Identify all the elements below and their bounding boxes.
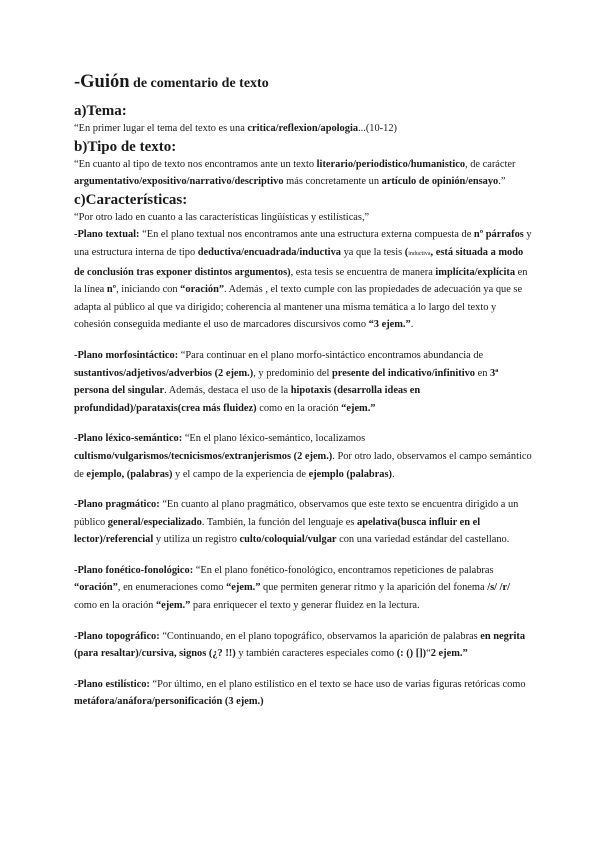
section-label: -Plano fonético-fonológico: xyxy=(74,564,194,576)
section-plano-topografico: -Plano topográfico: “Continuando, en el plano topográfico, observamos la aparición de palabras en negrita (para resaltar)/cursiva, signos (¿? !!) y también caracteres especiales como (: () [])“2 ejem.” xyxy=(74,630,526,660)
section-label: -Plano textual: xyxy=(74,229,140,241)
page-title: -Guión de comentario de texto xyxy=(74,72,269,92)
section-plano-pragmatico: -Plano pragmático: “En cuanto al plano pragmático, observamos que este texto se encuentra dirigido a un público general/especializado. También, la función del lenguaje es apelativa(busca influir en el lector)/referencial y utiliza un registro culto/coloquial/vulgar con una variedad estándar del castellano. xyxy=(74,499,519,546)
paragraph-tema: “En primer lugar el tema del texto es una critica/reflexion/apologia...(10-12) xyxy=(74,123,397,134)
document-body xyxy=(74,70,532,711)
section-plano-textual: -Plano textual: “En el plano textual nos encontramos ante una estructura externa compuesta de nº párrafos y una estructura interna de tipo deductiva/encuadrada/inductiva ya que la tesis (inductiva, está situada a modo de conclusión tras exponer distintos argumentos), esta tesis se encuentra de manera implícita/explícita en la línea nº, iniciando con “oración”. Además , el texto cumple con las propiedades de adecuación ya que se adapta al público al que va dirigido; coherencia al mantener una misma temática a lo largo del texto y cohesión conseguida mediante el uso de marcadores discursivos como “3 ejem.”. xyxy=(74,229,532,331)
section-label: -Plano estilístico: xyxy=(74,678,150,690)
section-plano-estilistico: -Plano estilístico: “Por último, en el plano estilístico en el texto se hace uso de varias figuras retóricas como metáfora/anáfora/personificación (3 ejem.) xyxy=(74,678,526,708)
section-plano-fonetico-fonologico: -Plano fonético-fonológico: “En el plano fonético-fonológico, encontramos repeticiones de palabras “oración”, en enumeraciones como “ejem.” que permiten generar ritmo y la aparición del fonema /s/ /r/ como en la oración “ejem.” para enriquecer el texto y generar fluidez en la lectura. xyxy=(74,564,510,612)
heading-caracteristicas: c)Características: xyxy=(74,191,188,208)
section-plano-lexico-semantico: -Plano léxico-semántico: “En el plano léxico-semántico, localizamos cultismo/vulgarismos/tecnicismos/extranjerismos (2 ejem.). Por otro lado, observamos el campo semántico de ejemplo, (palabras) y el campo de la experiencia de ejemplo (palabras). xyxy=(74,433,532,480)
section-label: -Plano léxico-semántico: xyxy=(74,433,183,445)
section-label: -Plano pragmático: xyxy=(74,499,160,511)
heading-tipo: b)Tipo de texto: xyxy=(74,138,177,155)
heading-tema: a)Tema: xyxy=(74,103,127,119)
section-plano-morfosintactico: -Plano morfosintáctico: “Para continuar en el plano morfo-sintáctico encontramos abundancia de sustantivos/adjetivos/adverbios (2 ejem.), y predominio del presente del indicativo/infinitivo en 3ª persona del singular. Además, destaca el uso de la hipotaxis (desarrolla ideas en profundidad)/parataxis(crea más fluidez) como en la oración “ejem.” xyxy=(74,349,499,414)
section-label: -Plano morfosintáctico: xyxy=(74,349,179,361)
paragraph-tipo: “En cuanto al tipo de texto nos encontramos ante un texto literario/periodistico/humanistico, de carácter argumentativo/expositivo/narrativo/descriptivo más concretamente un artículo de opinión/ensayo.” xyxy=(74,158,516,188)
paragraph-caracteristicas: “Por otro lado en cuanto a las características lingüísticas y estilísticas,” xyxy=(74,211,370,223)
section-label: -Plano topográfico: xyxy=(74,630,160,642)
